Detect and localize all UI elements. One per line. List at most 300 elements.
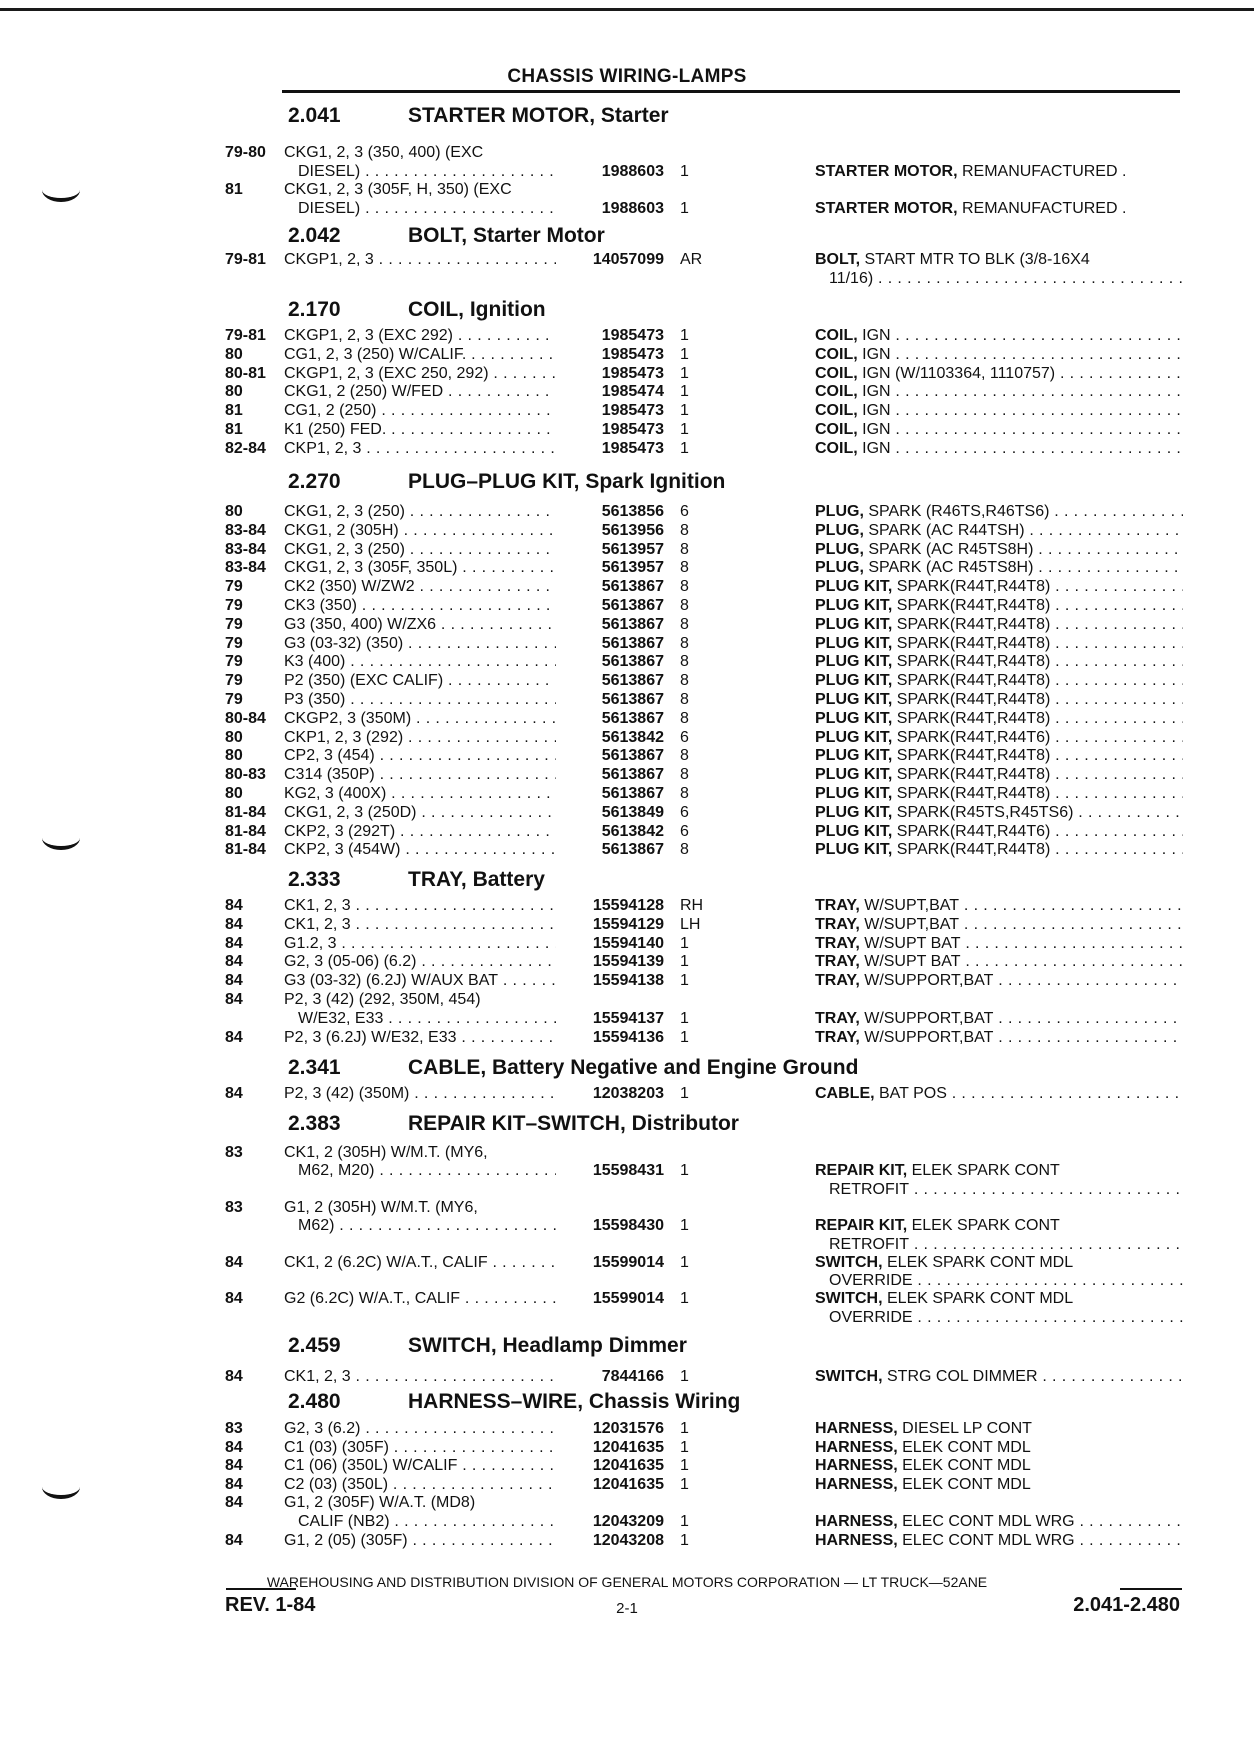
model-year: 84 bbox=[225, 991, 243, 1008]
parts-row bbox=[0, 635, 1254, 654]
part-noun: PLUG KIT, bbox=[815, 578, 893, 596]
part-modifier: ELEK SPARK CONT bbox=[907, 1162, 1060, 1180]
model-application: P2, 3 (6.2J) W/E32, E33 . . . bbox=[284, 1029, 556, 1047]
quantity: 1 bbox=[680, 1253, 689, 1271]
part-description bbox=[815, 1029, 1183, 1047]
part-description bbox=[815, 1085, 1183, 1103]
model-application: G1, 2 (05) (305F) . . . bbox=[284, 1532, 556, 1550]
model-year: 84 bbox=[225, 1438, 243, 1456]
part-description bbox=[815, 729, 1183, 747]
part-number: 7844166 bbox=[601, 1368, 664, 1385]
part-modifier: SPARK(R44T,R44T8) bbox=[892, 578, 1051, 596]
model-year: 82-84 bbox=[225, 439, 266, 457]
quantity: 8 bbox=[680, 559, 689, 577]
model-year: 84 bbox=[225, 934, 243, 952]
model-year: 83-84 bbox=[225, 559, 266, 577]
parts-row bbox=[0, 953, 1254, 972]
parts-row bbox=[0, 327, 1254, 346]
part-number: 15599014 bbox=[592, 1290, 664, 1308]
quantity: 1 bbox=[680, 1438, 689, 1456]
part-description bbox=[815, 1532, 1183, 1550]
part-number: 15594140 bbox=[592, 934, 664, 952]
model-year: 84 bbox=[225, 1368, 243, 1385]
quantity: 8 bbox=[680, 841, 689, 859]
parts-row bbox=[0, 785, 1254, 804]
parts-row bbox=[0, 1181, 1254, 1200]
parts-row bbox=[0, 691, 1254, 710]
model-application: KG2, 3 (400X) . . . bbox=[284, 785, 556, 803]
part-modifier: STRG COL DIMMER bbox=[882, 1368, 1038, 1385]
part-description bbox=[815, 327, 1183, 345]
part-modifier: SPARK(R44T,R44T6) bbox=[892, 822, 1051, 840]
quantity: 1 bbox=[680, 1368, 689, 1385]
parts-row bbox=[0, 440, 1254, 459]
model-year: 79-81 bbox=[225, 251, 266, 268]
part-modifier: ELEK SPARK CONT MDL bbox=[882, 1253, 1074, 1271]
part-noun: CABLE, bbox=[815, 1085, 875, 1102]
part-description bbox=[815, 897, 1183, 915]
model-year: 80 bbox=[225, 383, 243, 401]
model-application: CKG1, 2 (250) W/FED . . . bbox=[284, 383, 556, 401]
quantity: 1 bbox=[680, 1085, 689, 1102]
part-number: 1985473 bbox=[601, 402, 664, 420]
part-modifier: SPARK(R45TS,R45TS6) bbox=[892, 803, 1074, 821]
part-noun: PLUG KIT, bbox=[815, 766, 893, 784]
parts-row bbox=[0, 1144, 1254, 1163]
part-noun: PLUG KIT, bbox=[815, 634, 893, 652]
quantity: 8 bbox=[680, 653, 689, 671]
part-modifier: SPARK (R46TS,R46TS6) bbox=[863, 503, 1050, 520]
model-application: P2 (350) (EXC CALIF) . . . bbox=[284, 672, 556, 690]
section-number: 2.170 bbox=[288, 298, 341, 321]
part-number: 5613849 bbox=[601, 803, 664, 821]
model-year: 84 bbox=[225, 897, 243, 914]
section-name: HARNESS–WIRE, Chassis Wiring bbox=[408, 1390, 741, 1413]
parts-row bbox=[0, 1476, 1254, 1495]
part-noun: PLUG KIT, bbox=[815, 597, 893, 614]
model-application: CKG1, 2 (305H) . . . bbox=[284, 522, 556, 540]
part-description bbox=[815, 935, 1183, 953]
footer-page-number: 2-1 bbox=[616, 1600, 638, 1617]
part-number: 5613867 bbox=[601, 785, 664, 802]
quantity: 1 bbox=[680, 934, 689, 952]
model-application: CKG1, 2, 3 (305F, H, 350) (EXC bbox=[284, 181, 512, 198]
section-name: REPAIR KIT–SWITCH, Distributor bbox=[408, 1112, 739, 1135]
part-noun: PLUG KIT, bbox=[815, 709, 893, 727]
model-year: 79 bbox=[225, 597, 243, 614]
page-title: CHASSIS WIRING-LAMPS bbox=[507, 66, 747, 87]
model-year: 81 bbox=[225, 181, 243, 198]
parts-row bbox=[0, 383, 1254, 402]
section-name: CABLE, Battery Negative and Engine Ground bbox=[408, 1056, 859, 1079]
part-description bbox=[815, 1181, 1183, 1199]
parts-row bbox=[0, 402, 1254, 421]
quantity: LH bbox=[680, 915, 701, 933]
parts-row bbox=[0, 1236, 1254, 1255]
quantity: 1 bbox=[680, 402, 689, 420]
section-name: TRAY, Battery bbox=[408, 868, 545, 891]
part-number: 15594138 bbox=[592, 972, 664, 990]
model-year: 84 bbox=[225, 1290, 243, 1308]
model-application: CKGP2, 3 (350M) . . . bbox=[284, 710, 556, 728]
part-noun: TRAY, bbox=[815, 915, 860, 933]
part-modifier: SPARK (AC R45TS8H) bbox=[863, 559, 1034, 577]
model-year: 79 bbox=[225, 672, 243, 690]
part-modifier: REMANUFACTURED . bbox=[957, 199, 1127, 217]
part-noun: TRAY, bbox=[815, 953, 860, 971]
parts-row bbox=[0, 1532, 1254, 1551]
part-number: 1988603 bbox=[601, 162, 664, 180]
part-modifier: SPARK(R44T,R44T8) bbox=[892, 672, 1051, 690]
part-description bbox=[815, 383, 1183, 401]
model-year: 80-84 bbox=[225, 709, 266, 727]
model-application: CG1, 2, 3 (250) W/CALIF. . . . bbox=[284, 346, 556, 364]
section-name: BOLT, Starter Motor bbox=[408, 224, 605, 247]
quantity: 1 bbox=[680, 1475, 689, 1493]
model-year: 84 bbox=[225, 1253, 243, 1271]
part-modifier: BAT POS bbox=[874, 1085, 947, 1102]
part-number: 5613867 bbox=[601, 766, 664, 784]
section-number: 2.383 bbox=[288, 1112, 341, 1135]
section-name: STARTER MOTOR, Starter bbox=[408, 104, 669, 127]
parts-row bbox=[0, 729, 1254, 748]
quantity: 6 bbox=[680, 822, 689, 840]
parts-row bbox=[0, 1199, 1254, 1218]
part-description bbox=[815, 672, 1183, 690]
model-application: K1 (250) FED. . . . bbox=[284, 421, 556, 439]
part-modifier: W/SUPT,BAT bbox=[859, 915, 960, 933]
part-description bbox=[815, 559, 1183, 577]
part-number: 5613957 bbox=[601, 559, 664, 577]
model-year: 80 bbox=[225, 345, 243, 363]
part-number: 5613867 bbox=[601, 634, 664, 652]
model-application: M62) . . . bbox=[284, 1217, 556, 1235]
part-number: 1985473 bbox=[601, 439, 664, 457]
part-number: 15594129 bbox=[592, 915, 664, 933]
part-description bbox=[815, 747, 1183, 765]
part-number: 5613842 bbox=[601, 822, 664, 840]
model-application: CKG1, 2, 3 (305F, 350L) . . . bbox=[284, 559, 556, 577]
part-modifier: OVERRIDE bbox=[829, 1308, 913, 1326]
parts-row bbox=[0, 1494, 1254, 1513]
model-application: G2, 3 (6.2) . . . bbox=[284, 1420, 556, 1438]
parts-row bbox=[0, 1513, 1254, 1532]
model-year: 83-84 bbox=[225, 540, 266, 558]
parts-row bbox=[0, 897, 1254, 916]
model-year: 84 bbox=[225, 1028, 243, 1046]
part-noun: REPAIR KIT, bbox=[815, 1162, 908, 1180]
part-description bbox=[815, 1420, 1183, 1438]
parts-row bbox=[0, 421, 1254, 440]
part-number: 5613867 bbox=[601, 691, 664, 708]
part-number: 14057099 bbox=[592, 251, 664, 268]
part-number: 12031576 bbox=[592, 1420, 664, 1437]
part-description bbox=[815, 503, 1183, 521]
part-noun: STARTER MOTOR, bbox=[815, 199, 958, 217]
part-modifier: REMANUFACTURED . bbox=[957, 162, 1127, 180]
part-description bbox=[815, 440, 1183, 458]
part-number: 12041635 bbox=[592, 1475, 664, 1493]
model-year: 79 bbox=[225, 634, 243, 652]
part-description bbox=[815, 653, 1183, 671]
part-modifier: START MTR TO BLK (3/8-16X4 bbox=[860, 251, 1090, 268]
quantity: RH bbox=[680, 897, 704, 914]
model-year: 80-81 bbox=[225, 364, 266, 382]
part-description bbox=[815, 1162, 1183, 1180]
part-number: 12043209 bbox=[592, 1513, 664, 1530]
model-year: 81-84 bbox=[225, 841, 266, 859]
part-noun: COIL, bbox=[815, 364, 858, 382]
model-year: 84 bbox=[225, 953, 243, 971]
quantity: 1 bbox=[680, 1162, 689, 1180]
model-year: 80 bbox=[225, 503, 243, 520]
model-application: G1.2, 3 . . . bbox=[284, 935, 556, 953]
quantity: 1 bbox=[680, 1457, 689, 1475]
model-year: 79 bbox=[225, 653, 243, 671]
part-modifier: W/SUPPORT,BAT bbox=[859, 972, 994, 990]
parts-row bbox=[0, 991, 1254, 1010]
part-modifier: ELEC CONT MDL WRG bbox=[897, 1513, 1075, 1530]
model-application: G1, 2 (305H) W/M.T. (MY6, bbox=[284, 1198, 478, 1216]
part-number: 1985473 bbox=[601, 364, 664, 382]
quantity: 8 bbox=[680, 672, 689, 690]
section-number: 2.041 bbox=[288, 104, 341, 127]
quantity: 8 bbox=[680, 615, 689, 633]
quantity: 1 bbox=[680, 1009, 689, 1027]
part-noun: PLUG KIT, bbox=[815, 728, 893, 746]
part-noun: PLUG, bbox=[815, 503, 864, 520]
parts-row bbox=[0, 1439, 1254, 1458]
model-application: CKG1, 2, 3 (250D) . . . bbox=[284, 804, 556, 822]
part-description bbox=[815, 1217, 1183, 1235]
part-noun: SWITCH, bbox=[815, 1290, 883, 1308]
part-noun: COIL, bbox=[815, 421, 858, 438]
part-number: 5613867 bbox=[601, 841, 664, 859]
quantity: 6 bbox=[680, 803, 689, 821]
part-modifier: SPARK (AC R45TS8H) bbox=[863, 540, 1034, 558]
parts-row bbox=[0, 578, 1254, 597]
part-modifier: SPARK(R44T,R44T8) bbox=[892, 634, 1051, 652]
part-noun: TRAY, bbox=[815, 934, 860, 952]
part-modifier: SPARK (AC R44TSH) bbox=[863, 521, 1025, 539]
parts-row bbox=[0, 1272, 1254, 1291]
parts-row bbox=[0, 1010, 1254, 1029]
model-year: 83 bbox=[225, 1420, 243, 1437]
model-year: 83 bbox=[225, 1144, 243, 1161]
part-noun: PLUG KIT, bbox=[815, 803, 893, 821]
model-year: 81 bbox=[225, 421, 243, 438]
part-modifier: SPARK(R44T,R44T8) bbox=[892, 597, 1051, 614]
parts-row bbox=[0, 270, 1254, 289]
part-description bbox=[815, 1513, 1183, 1531]
parts-row bbox=[0, 597, 1254, 616]
part-description bbox=[815, 270, 1183, 288]
model-application: G3 (03-32) (6.2J) W/AUX BAT . . . bbox=[284, 972, 556, 990]
model-year: 79-80 bbox=[225, 144, 266, 161]
part-modifier: ELEK CONT MDL bbox=[897, 1438, 1031, 1456]
part-noun: PLUG KIT, bbox=[815, 841, 893, 859]
part-noun: PLUG, bbox=[815, 559, 864, 577]
model-application: C314 (350P) . . . bbox=[284, 766, 556, 784]
part-number: 5613867 bbox=[601, 672, 664, 690]
model-application: CK1, 2, 3 . . . bbox=[284, 897, 556, 915]
part-modifier: IGN bbox=[857, 383, 891, 401]
part-number: 5613867 bbox=[601, 578, 664, 596]
model-year: 80 bbox=[225, 785, 243, 802]
model-application: CK2 (350) W/ZW2 . . . bbox=[284, 578, 556, 596]
part-description bbox=[815, 402, 1183, 420]
part-modifier: RETROFIT bbox=[829, 1180, 909, 1198]
model-year: 80 bbox=[225, 747, 243, 765]
quantity: 1 bbox=[680, 1420, 689, 1437]
model-application: CK1, 2 (305H) W/M.T. (MY6, bbox=[284, 1144, 488, 1161]
part-noun: TRAY, bbox=[815, 897, 860, 914]
parts-row bbox=[0, 181, 1254, 200]
parts-row bbox=[0, 1029, 1254, 1048]
model-application: CKP2, 3 (454W) . . . bbox=[284, 841, 556, 859]
part-number: 15594128 bbox=[592, 897, 664, 914]
part-noun: COIL, bbox=[815, 345, 858, 363]
part-description bbox=[815, 365, 1183, 383]
parts-row bbox=[0, 1309, 1254, 1328]
model-application: G2 (6.2C) W/A.T., CALIF . . . bbox=[284, 1290, 556, 1308]
part-modifier: SPARK(R44T,R44T8) bbox=[892, 841, 1051, 859]
part-description bbox=[815, 1368, 1183, 1386]
quantity: 1 bbox=[680, 327, 689, 344]
part-noun: SWITCH, bbox=[815, 1253, 883, 1271]
part-description bbox=[815, 421, 1183, 439]
part-description bbox=[815, 823, 1183, 841]
part-number: 5613842 bbox=[601, 728, 664, 746]
part-modifier: 11/16) bbox=[829, 269, 874, 287]
part-noun: TRAY, bbox=[815, 972, 860, 990]
part-description bbox=[815, 1254, 1183, 1272]
parts-row bbox=[0, 1162, 1254, 1181]
model-year: 79 bbox=[225, 578, 243, 596]
part-number: 1985473 bbox=[601, 345, 664, 363]
part-number: 5613867 bbox=[601, 653, 664, 671]
part-description bbox=[815, 841, 1183, 859]
part-description bbox=[815, 916, 1183, 934]
model-application: CKG1, 2, 3 (250) . . . bbox=[284, 503, 556, 521]
model-application: CKGP1, 2, 3 (EXC 292) . . . bbox=[284, 327, 556, 345]
part-description bbox=[815, 635, 1183, 653]
model-year: 79-81 bbox=[225, 327, 266, 344]
quantity: 6 bbox=[680, 728, 689, 746]
parts-row bbox=[0, 541, 1254, 560]
part-noun: PLUG KIT, bbox=[815, 747, 893, 765]
part-modifier: W/SUPPORT,BAT bbox=[859, 1028, 994, 1046]
model-application: CALIF (NB2) . . . bbox=[284, 1513, 556, 1531]
parts-row bbox=[0, 616, 1254, 635]
part-description bbox=[815, 578, 1183, 596]
part-noun: HARNESS, bbox=[815, 1457, 898, 1475]
model-application: P2, 3 (42) (350M) . . . bbox=[284, 1085, 556, 1103]
model-year: 84 bbox=[225, 972, 243, 990]
model-application: C1 (03) (305F) . . . bbox=[284, 1439, 556, 1457]
part-modifier: SPARK(R44T,R44T8) bbox=[892, 653, 1051, 671]
model-application: CKP2, 3 (292T) . . . bbox=[284, 823, 556, 841]
part-modifier: IGN (W/1103364, 1110757) bbox=[857, 364, 1056, 382]
part-number: 12038203 bbox=[592, 1085, 664, 1102]
part-description bbox=[815, 541, 1183, 559]
part-noun: SWITCH, bbox=[815, 1368, 883, 1385]
model-application: C1 (06) (350L) W/CALIF . . . bbox=[284, 1457, 556, 1475]
part-noun: REPAIR KIT, bbox=[815, 1217, 908, 1235]
parts-row bbox=[0, 710, 1254, 729]
model-application: CK1, 2, 3 . . . bbox=[284, 916, 556, 934]
section-name: PLUG–PLUG KIT, Spark Ignition bbox=[408, 470, 726, 493]
part-description bbox=[815, 200, 1183, 218]
quantity: 8 bbox=[680, 540, 689, 558]
part-number: 15594139 bbox=[592, 953, 664, 971]
part-noun: PLUG KIT, bbox=[815, 785, 893, 802]
section-name: SWITCH, Headlamp Dimmer bbox=[408, 1334, 687, 1357]
part-description bbox=[815, 1457, 1183, 1475]
model-year: 81-84 bbox=[225, 822, 266, 840]
model-application: C2 (03) (350L) . . . bbox=[284, 1476, 556, 1494]
part-modifier: ELEK SPARK CONT MDL bbox=[882, 1290, 1074, 1308]
model-application: CK1, 2 (6.2C) W/A.T., CALIF . . . bbox=[284, 1254, 556, 1272]
parts-row bbox=[0, 365, 1254, 384]
part-noun: PLUG, bbox=[815, 540, 864, 558]
part-number: 1985473 bbox=[601, 421, 664, 438]
model-application: CKGP1, 2, 3 . . . bbox=[284, 251, 556, 269]
model-application: CKGP1, 2, 3 (EXC 250, 292) . . . bbox=[284, 365, 556, 383]
parts-row bbox=[0, 653, 1254, 672]
part-description bbox=[815, 522, 1183, 540]
part-modifier: W/SUPT BAT bbox=[859, 934, 961, 952]
footer-revision: REV. 1-84 bbox=[225, 1594, 316, 1616]
parts-row bbox=[0, 503, 1254, 522]
part-number: 5613956 bbox=[601, 521, 664, 539]
part-number: 15594136 bbox=[592, 1028, 664, 1046]
part-description bbox=[815, 953, 1183, 971]
part-noun: PLUG KIT, bbox=[815, 691, 893, 708]
part-description bbox=[815, 766, 1183, 784]
model-application: P2, 3 (42) (292, 350M, 454) bbox=[284, 991, 481, 1008]
part-number: 15598430 bbox=[592, 1217, 664, 1235]
model-year: 84 bbox=[225, 1457, 243, 1475]
part-description bbox=[815, 710, 1183, 728]
part-number: 5613957 bbox=[601, 540, 664, 558]
part-description bbox=[815, 1439, 1183, 1457]
part-number: 1985473 bbox=[601, 327, 664, 344]
model-application: CK3 (350) . . . bbox=[284, 597, 556, 615]
part-noun: TRAY, bbox=[815, 1009, 860, 1027]
part-noun: PLUG KIT, bbox=[815, 672, 893, 690]
model-year: 84 bbox=[225, 1494, 243, 1512]
parts-row bbox=[0, 823, 1254, 842]
part-number: 1988603 bbox=[601, 199, 664, 217]
model-year: 84 bbox=[225, 1475, 243, 1493]
parts-row bbox=[0, 1368, 1254, 1387]
part-description bbox=[815, 972, 1183, 990]
part-modifier: SPARK(R44T,R44T8) bbox=[892, 766, 1051, 784]
part-noun: BOLT, bbox=[815, 251, 861, 268]
model-application: K3 (400) . . . bbox=[284, 653, 556, 671]
parts-row bbox=[0, 1457, 1254, 1476]
quantity: 1 bbox=[680, 1531, 689, 1549]
parts-row bbox=[0, 747, 1254, 766]
part-number: 15599014 bbox=[592, 1253, 664, 1271]
part-noun: COIL, bbox=[815, 383, 858, 401]
quantity: 8 bbox=[680, 634, 689, 652]
model-year: 83-84 bbox=[225, 521, 266, 539]
part-modifier: OVERRIDE bbox=[829, 1272, 913, 1290]
footer-range: 2.041-2.480 bbox=[1073, 1594, 1180, 1616]
quantity: 1 bbox=[680, 1217, 689, 1235]
